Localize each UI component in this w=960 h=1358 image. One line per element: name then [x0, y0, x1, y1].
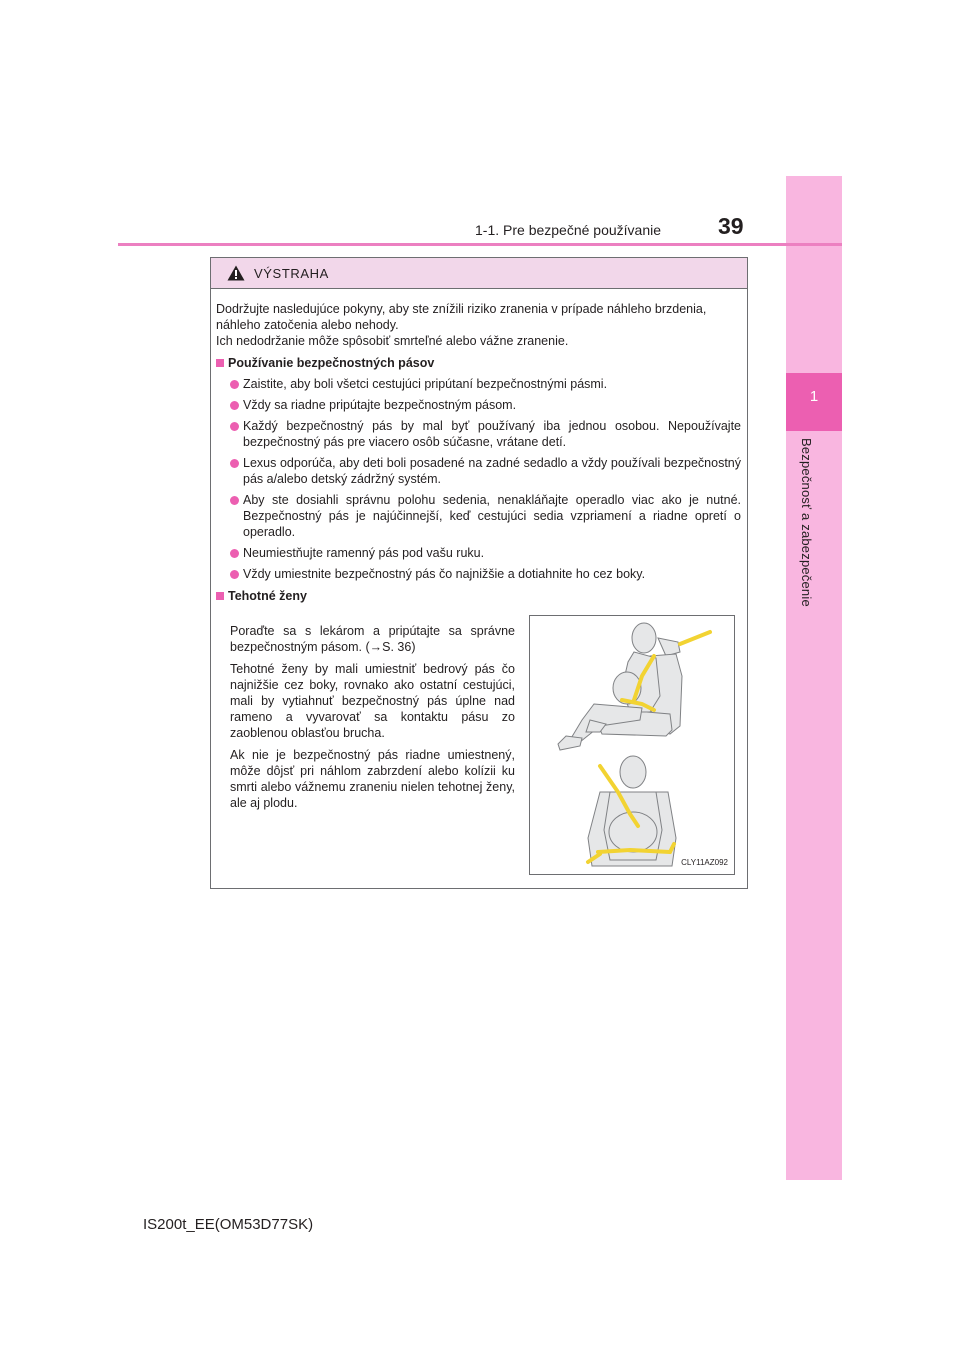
list-item-text: Vždy umiestnite bezpečnostný pás čo najnižšie a dotiahnite ho cez boky.	[243, 567, 646, 581]
list-item	[216, 397, 741, 413]
footer-model-code: IS200t_EE(OM53D77SK)	[143, 1216, 314, 1233]
pregnant-heading-text: Tehotné ženy	[228, 589, 307, 603]
intro-line-2: Ich nedodržanie môže spôsobiť smrteľné alebo vážne zranenie.	[216, 334, 569, 348]
side-chapter-tab	[786, 176, 842, 1180]
figure-code: CLY11AZ092	[681, 858, 728, 867]
header-rule	[118, 243, 842, 246]
list-item-text: Každý bezpečnostný pás by mal byť používaný iba jednou osobou. Nepoužívajte bezpečnostný pás pre viacero osôb súčasne, vrátane detí.	[243, 419, 741, 449]
seatbelt-illustration	[529, 615, 735, 875]
warning-header	[211, 258, 747, 289]
bullet-dot-icon	[230, 422, 239, 431]
list-item	[216, 418, 741, 450]
chapter-title: Bezpečnosť a zabezpečenie	[799, 438, 814, 607]
pregnant-paragraph-1: Poraďte sa s lekárom a pripútajte sa správne bezpečnostným pásom. (→S. 36)	[230, 624, 515, 654]
bullet-dot-icon	[230, 459, 239, 468]
pregnant-paragraph-2: Tehotné ženy by mali umiestniť bedrový pás čo najnižšie cez boky, rovnako ako ostatní cestujúci, mali by vytiahnuť bezpečnostný pás úplne nad rameno a vyvarovať sa kontaktu pásu zo zaoblenou oblasťou brucha.	[230, 662, 515, 740]
list-item-text: Neumiestňujte ramenný pás pod vašu ruku.	[243, 546, 485, 560]
list-item	[216, 455, 741, 487]
bullet-dot-icon	[230, 401, 239, 410]
pregnant-text	[216, 609, 515, 875]
bullet-dot-icon	[230, 570, 239, 579]
intro-line-1: Dodržujte nasledujúce pokyny, aby ste znížili riziko zranenia v prípade náhleho brzdenia, náhleho zatočenia alebo nehody.	[216, 302, 707, 332]
bullet-dot-icon	[230, 496, 239, 505]
bullet-dot-icon	[230, 549, 239, 558]
belts-list	[216, 376, 741, 582]
page-number: 39	[718, 213, 744, 239]
bullet-dot-icon	[230, 380, 239, 389]
list-item	[216, 545, 741, 561]
pregnant-seatbelt-illustration	[530, 616, 734, 874]
list-item-text: Lexus odporúča, aby deti boli posadené na zadné sedadlo a vždy používali bezpečnostný pás a/alebo detský zádržný systém.	[243, 456, 741, 486]
warning-intro	[216, 301, 741, 349]
square-bullet-icon	[216, 592, 224, 600]
list-item-text: Aby ste dosiahli správnu polohu sedenia, nenakláňajte operadlo viac ako je nutné. Bezpečnostný pás je najúčinnejší, keď cestujúci sedia vzpriamení a riadne opretí o operadlo.	[243, 493, 741, 539]
pregnant-paragraph-3: Ak nie je bezpečnostný pás riadne umiestnený, môže dôjsť pri náhlom zabrzdení alebo kolízii ku smrti alebo vážnemu zraneniu nielen tehotnej ženy, ale aj plodu.	[230, 748, 515, 810]
list-item	[216, 376, 741, 392]
warning-body	[211, 289, 747, 875]
list-item	[216, 566, 741, 582]
pregnant-heading	[216, 588, 741, 604]
list-item-text: Vždy sa riadne pripútajte bezpečnostným pásom.	[243, 398, 517, 412]
warning-box	[210, 257, 748, 889]
square-bullet-icon	[216, 359, 224, 367]
pregnant-section	[216, 609, 741, 875]
list-item-text: Zaistite, aby boli všetci cestujúci pripútaní bezpečnostnými pásmi.	[243, 377, 608, 391]
chapter-number: 1	[809, 388, 819, 405]
warning-triangle-icon	[227, 265, 245, 281]
warning-title: VÝSTRAHA	[254, 265, 329, 281]
belts-heading-text: Používanie bezpečnostných pásov	[228, 356, 435, 370]
list-item	[216, 492, 741, 540]
belts-heading	[216, 355, 741, 371]
section-title: 1-1. Pre bezpečné používanie	[475, 222, 662, 238]
